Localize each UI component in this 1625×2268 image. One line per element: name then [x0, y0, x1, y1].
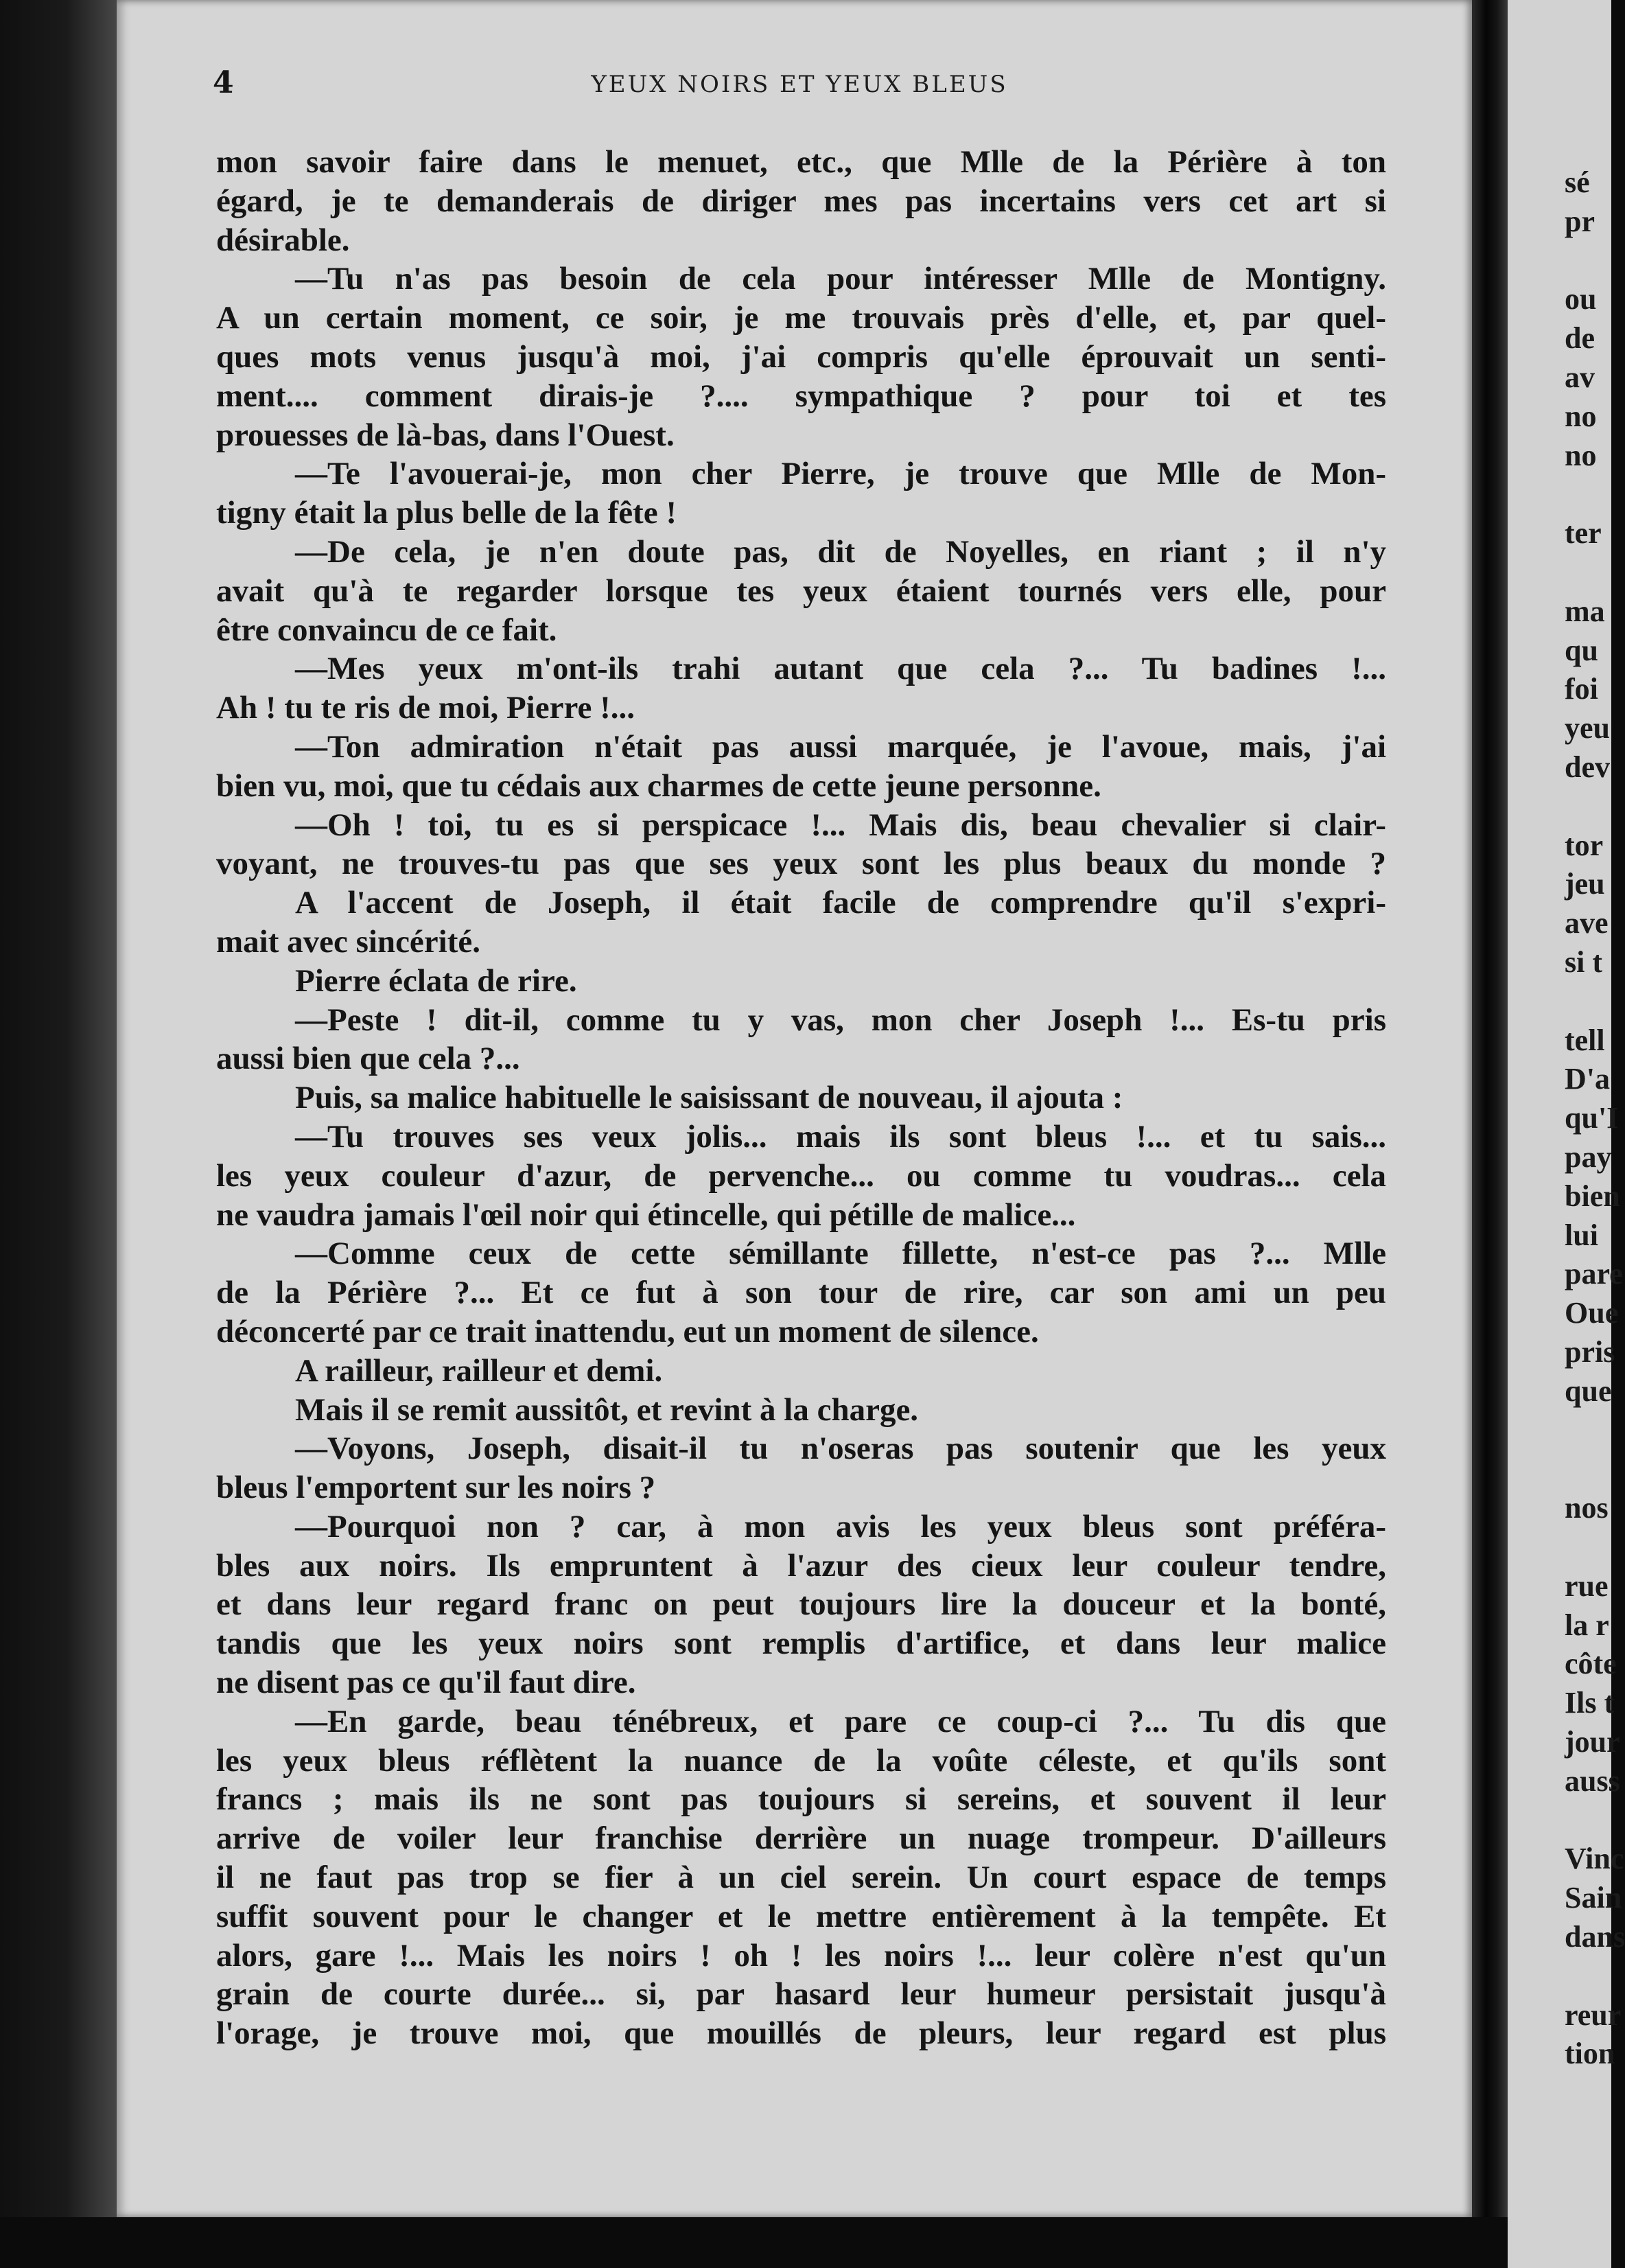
next-page-fragment: av — [1565, 360, 1595, 394]
next-page-fragment: sé — [1565, 165, 1590, 199]
next-page-fragment: pay — [1565, 1140, 1612, 1174]
text-line: les yeux bleus réflètent la nuance de la voûte céleste, et qu'ils sont — [216, 1742, 1386, 1779]
next-page-fragment: nos — [1565, 1491, 1609, 1525]
next-page-fragment: ter — [1565, 516, 1602, 551]
next-page-fragment: si t — [1565, 945, 1602, 979]
text-line: déconcerté par ce trait inattendu, eut un moment de silence. — [216, 1313, 1039, 1350]
text-line: tandis que les yeux noirs sont remplis d'artifice, et dans leur malice — [216, 1625, 1386, 1662]
text-line: l'orage, je trouve moi, que mouillés de pleurs, leur regard est plus — [216, 2015, 1386, 2052]
text-line: Ah ! tu te ris de moi, Pierre !... — [216, 690, 635, 726]
next-page-fragment: dans — [1565, 1920, 1625, 1954]
text-line: arrive de voiler leur franchise derrière un nuage trompeur. D'ailleurs — [216, 1820, 1386, 1857]
running-title: YEUX NOIRS ET YEUX BLEUS — [591, 71, 1008, 98]
text-line: —Voyons, Joseph, disait-il tu n'oseras pas soutenir que les yeux — [295, 1431, 1386, 1467]
text-line: —Tu trouves ses veux jolis... mais ils sont bleus !... et tu sais... — [295, 1118, 1386, 1155]
body-text — [216, 143, 1386, 2053]
text-line: ne disent pas ce qu'il faut dire. — [216, 1665, 636, 1701]
book-gutter — [1472, 0, 1508, 2268]
next-page-fragment: lui — [1565, 1218, 1598, 1252]
text-line: bleus l'emportent sur les noirs ? — [216, 1470, 656, 1506]
next-page-fragment: ma — [1565, 594, 1605, 628]
text-line: être convaincu de ce fait. — [216, 612, 557, 648]
text-line: —Peste ! dit-il, comme tu y vas, mon cher Joseph !... Es-tu pris — [295, 1002, 1386, 1038]
text-line: —Oh ! toi, tu es si perspicace !... Mais dis, beau chevalier si clair- — [295, 807, 1386, 843]
next-page-fragment: Sain — [1565, 1881, 1622, 1915]
text-line: Pierre éclata de rire. — [295, 962, 577, 999]
text-line: de la Périère ?... Et ce fut à son tour de rire, car son ami un peu — [216, 1275, 1386, 1311]
text-line: ment.... comment dirais-je ?.... sympathique ? pour toi et tes — [216, 378, 1386, 414]
next-page-fragment: no — [1565, 438, 1597, 472]
text-line: Puis, sa malice habituelle le saisissant de nouveau, il ajouta : — [295, 1080, 1123, 1116]
text-line: ques mots venus jusqu'à moi, j'ai compris qu'elle éprouvait un senti- — [216, 338, 1386, 375]
text-line: —Comme ceux de cette sémillante fillette, n'est-ce pas ?... Mlle — [295, 1236, 1386, 1272]
text-line: francs ; mais ils ne sont pas toujours si sereins, et souvent il leur — [216, 1781, 1386, 1818]
next-page-fragment: côte — [1565, 1647, 1617, 1681]
next-page-fragment: Oue — [1565, 1296, 1619, 1330]
next-page-fragment: la r — [1565, 1608, 1609, 1642]
text-line: les yeux couleur d'azur, de pervenche... ou comme tu voudras... cela — [216, 1157, 1386, 1194]
next-page-fragment: qu'I — [1565, 1101, 1619, 1135]
next-page-fragment: jour — [1565, 1725, 1620, 1759]
next-page-fragment: tor — [1565, 828, 1604, 862]
next-page-fragment: yeu — [1565, 711, 1610, 745]
text-line: aussi bien que cela ?... — [216, 1041, 520, 1077]
next-page-fragment: jeu — [1565, 867, 1605, 901]
text-line: —Mes yeux m'ont-ils trahi autant que cela ?... Tu badines !... — [295, 651, 1386, 687]
text-line: mon savoir faire dans le menuet, etc., que Mlle de la Périère à ton — [216, 144, 1386, 180]
text-line: avait qu'à te regarder lorsque tes yeux étaient tournés vers elle, pour — [216, 572, 1386, 609]
text-line: —Tu n'as pas besoin de cela pour intéresser Mlle de Montigny. — [295, 261, 1386, 297]
next-page-fragment: de — [1565, 321, 1595, 356]
text-line: égard, je te demanderais de diriger mes pas incertains vers cet art si — [216, 183, 1386, 219]
next-page-fragment: pris — [1565, 1335, 1615, 1369]
next-page-fragment: Ils t — [1565, 1686, 1615, 1720]
scan-left-margin — [0, 0, 120, 2268]
text-line: alors, gare !... Mais les noirs ! oh ! les noirs !... leur colère n'est qu'un — [216, 1937, 1386, 1974]
next-page-fragment: rue — [1565, 1569, 1609, 1603]
next-page-fragment: ou — [1565, 282, 1597, 316]
next-page-fragment: bien — [1565, 1179, 1620, 1213]
text-line: tigny était la plus belle de la fête ! — [216, 495, 677, 531]
next-page-fragment: Vinc — [1565, 1842, 1624, 1876]
text-line: désirable. — [216, 222, 350, 258]
text-line: bles aux noirs. Ils empruntent à l'azur des cieux leur couleur tendre, — [216, 1547, 1386, 1584]
text-line: A l'accent de Joseph, il était facile de comprendre qu'il s'expri- — [295, 885, 1386, 921]
text-line: bien vu, moi, que tu cédais aux charmes de cette jeune personne. — [216, 767, 1101, 804]
text-line: prouesses de là-bas, dans l'Ouest. — [216, 417, 675, 453]
next-page-fragment: tion — [1565, 2037, 1615, 2071]
next-page-fragment: ave — [1565, 906, 1609, 940]
text-line: A railleur, railleur et demi. — [295, 1352, 663, 1389]
text-line: A un certain moment, ce soir, je me trouvais près d'elle, et, par quel- — [216, 300, 1386, 336]
next-page-fragment: foi — [1565, 672, 1598, 706]
next-page-fragment: reur — [1565, 1998, 1622, 2032]
next-page-fragment: dev — [1565, 750, 1610, 784]
next-page-fragment: que — [1565, 1374, 1612, 1408]
next-page-fragment: pr — [1565, 204, 1595, 238]
next-page-fragment: qu — [1565, 633, 1598, 667]
text-line: Mais il se remit aussitôt, et revint à la charge. — [295, 1391, 919, 1428]
next-page-fragment: no — [1565, 399, 1597, 433]
text-line: —De cela, je n'en doute pas, dit de Noyelles, en riant ; il n'y — [295, 533, 1386, 570]
text-line: et dans leur regard franc on peut toujours lire la douceur et la bonté, — [216, 1586, 1386, 1623]
page-header — [213, 65, 1386, 106]
next-page-fragment: pare — [1565, 1257, 1623, 1291]
next-page-fragment: auss — [1565, 1763, 1620, 1798]
text-line: suffit souvent pour le changer et le mettre entièrement à la tempête. Et — [216, 1898, 1386, 1934]
text-line: —Te l'avouerai-je, mon cher Pierre, je trouve que Mlle de Mon- — [295, 456, 1386, 492]
page-number: 4 — [213, 65, 234, 100]
text-line: —Pourquoi non ? car, à mon avis les yeux bleus sont préféra- — [295, 1508, 1386, 1544]
text-line: mait avec sincérité. — [216, 923, 480, 960]
next-page-fragment: D'a — [1565, 1062, 1610, 1096]
text-line: grain de courte durée... si, par hasard leur humeur persistait jusqu'à — [216, 1976, 1386, 2013]
text-line: il ne faut pas trop se fier à un ciel serein. Un court espace de temps — [216, 1860, 1386, 1896]
scan-bottom-margin — [0, 2217, 1508, 2268]
text-line: ne vaudra jamais l'œil noir qui étincelle, qui pétille de malice... — [216, 1196, 1076, 1233]
text-line: voyant, ne trouves-tu pas que ses yeux sont les plus beaux du monde ? — [216, 846, 1386, 882]
next-page-fragment: tell — [1565, 1023, 1605, 1057]
text-line: —En garde, beau ténébreux, et pare ce coup-ci ?... Tu dis que — [295, 1703, 1386, 1739]
text-line: —Ton admiration n'était pas aussi marquée, je l'avoue, mais, j'ai — [295, 728, 1386, 765]
